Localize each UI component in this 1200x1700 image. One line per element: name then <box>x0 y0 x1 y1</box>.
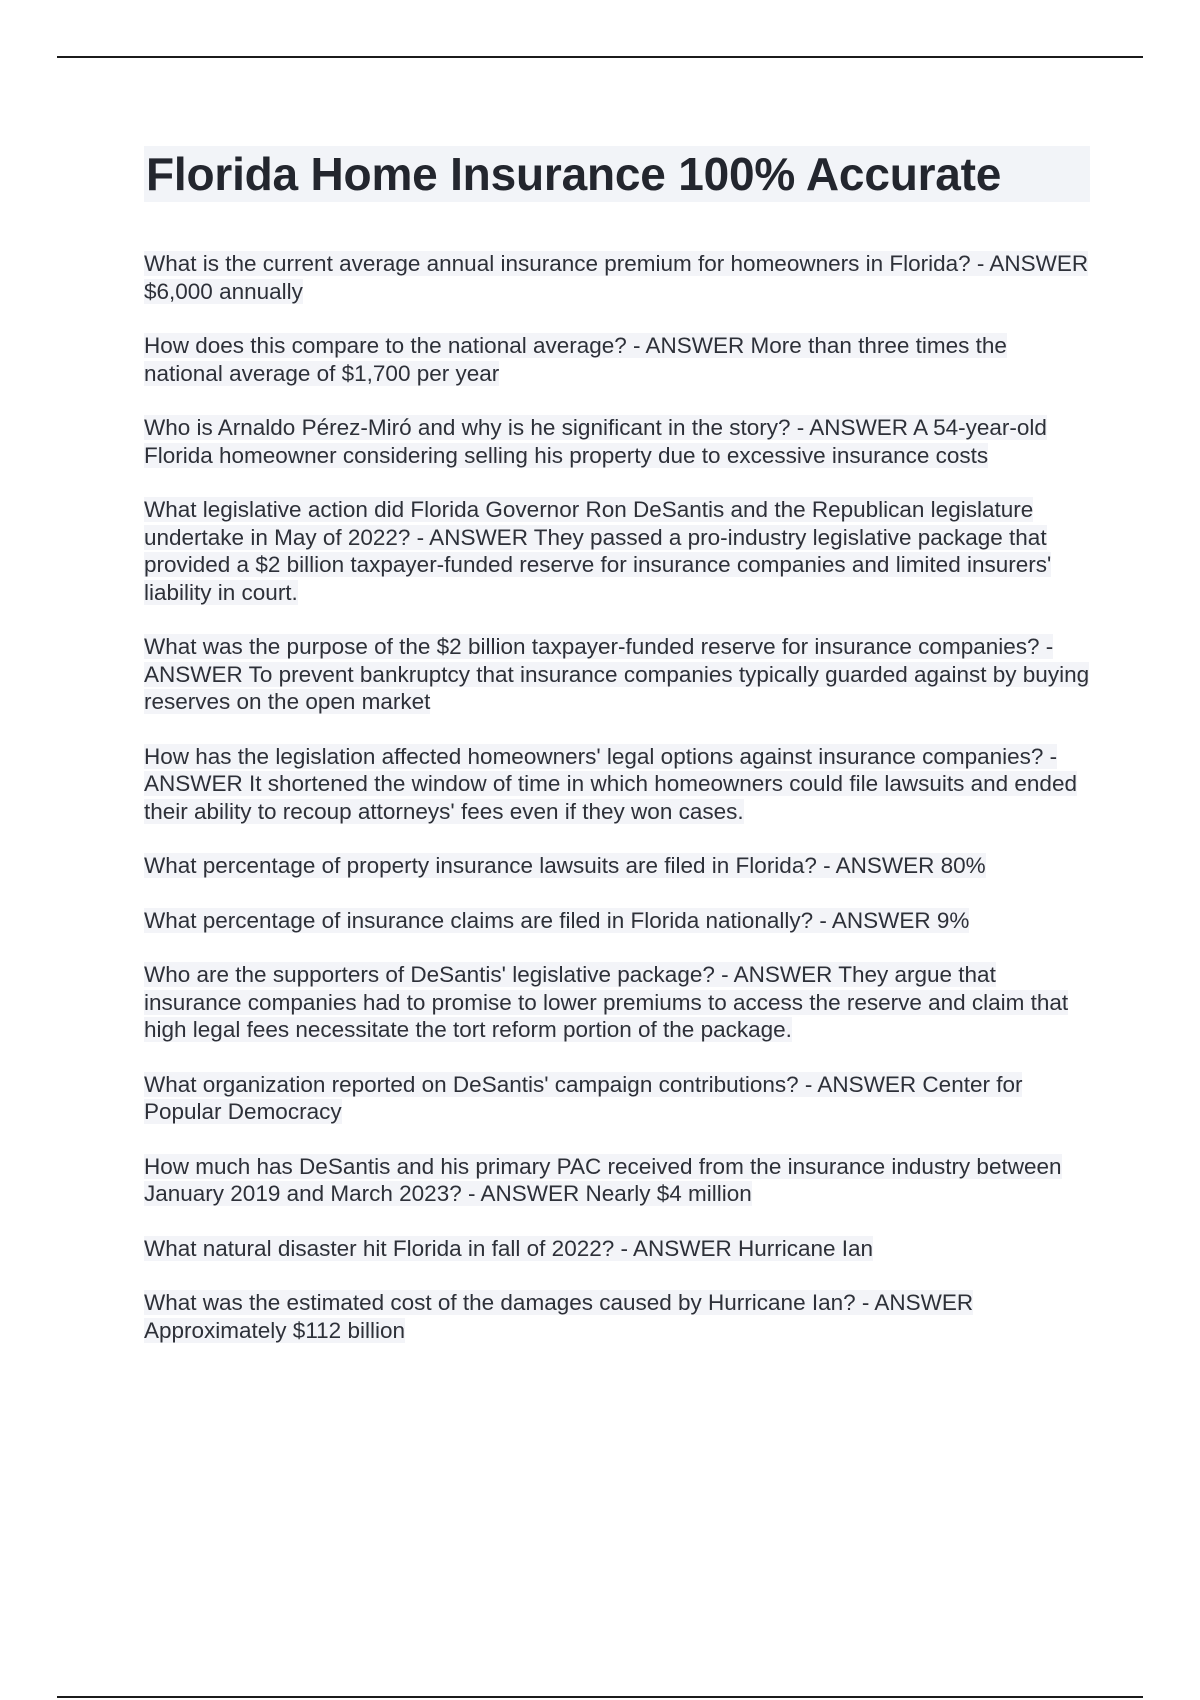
qa-item <box>144 633 1090 716</box>
document-title: Florida Home Insurance 100% Accurate <box>144 146 1090 202</box>
qa-text: What percentage of property insurance lawsuits are filed in Florida? - ANSWER 80% <box>144 853 986 878</box>
qa-text: What percentage of insurance claims are filed in Florida nationally? - ANSWER 9% <box>144 907 970 933</box>
qa-item <box>144 1235 1090 1263</box>
qa-item <box>144 414 1090 469</box>
qa-text: What is the current average annual insurance premium for homeowners in Florida? - ANSWER $6,000 annually <box>144 251 1089 304</box>
qa-text: What organization reported on DeSantis' campaign contributions? - ANSWER Center for Popular Democracy <box>144 1071 1023 1124</box>
footer-rule <box>57 1696 1143 1698</box>
qa-text: What legislative action did Florida Governor Ron DeSantis and the Republican legislature undertake in May of 2022? - ANSWER They passed a pro-industry legislative package that provided a $2 billion taxpayer-funded reserve for insurance companies and limited insurers' liability in court. <box>144 497 1052 605</box>
qa-item <box>144 907 1090 935</box>
qa-text: Who are the supporters of DeSantis' legislative package? - ANSWER They argue that insurance companies had to promise to lower premiums to access the reserve and claim that high legal fees necessitate the tort reform portion of the package. <box>144 962 1069 1042</box>
qa-text: Who is Arnaldo Pérez-Miró and why is he significant in the story? - ANSWER A 54-year-old Florida homeowner considering selling his property due to excessive insurance costs <box>144 415 1047 468</box>
qa-item <box>144 1289 1090 1344</box>
document-body <box>144 146 1090 1371</box>
qa-item <box>144 961 1090 1044</box>
qa-item <box>144 332 1090 387</box>
qa-item <box>144 1071 1090 1126</box>
qa-text: How does this compare to the national average? - ANSWER More than three times the national average of $1,700 per year <box>144 333 1007 386</box>
qa-text: What was the purpose of the $2 billion taxpayer-funded reserve for insurance companies? - ANSWER To prevent bankruptcy that insurance companies typically guarded against by buying reserves on the open market <box>144 634 1090 714</box>
qa-item <box>144 250 1090 305</box>
header-rule <box>57 56 1143 58</box>
qa-text: What natural disaster hit Florida in fall of 2022? - ANSWER Hurricane Ian <box>144 1235 874 1261</box>
qa-text: What was the estimated cost of the damages caused by Hurricane Ian? - ANSWER Approximately $112 billion <box>144 1290 974 1343</box>
qa-item <box>144 496 1090 606</box>
qa-item <box>144 743 1090 826</box>
qa-item <box>144 852 1090 880</box>
qa-text: How has the legislation affected homeowners' legal options against insurance companies? - ANSWER It shortened the window of time in which homeowners could file lawsuits and ended their ability to recoup attorneys' fees even if they won cases. <box>144 743 1077 824</box>
qa-text: How much has DeSantis and his primary PAC received from the insurance industry between January 2019 and March 2023? - ANSWER Nearly $4 million <box>144 1153 1062 1206</box>
qa-item <box>144 1153 1090 1208</box>
